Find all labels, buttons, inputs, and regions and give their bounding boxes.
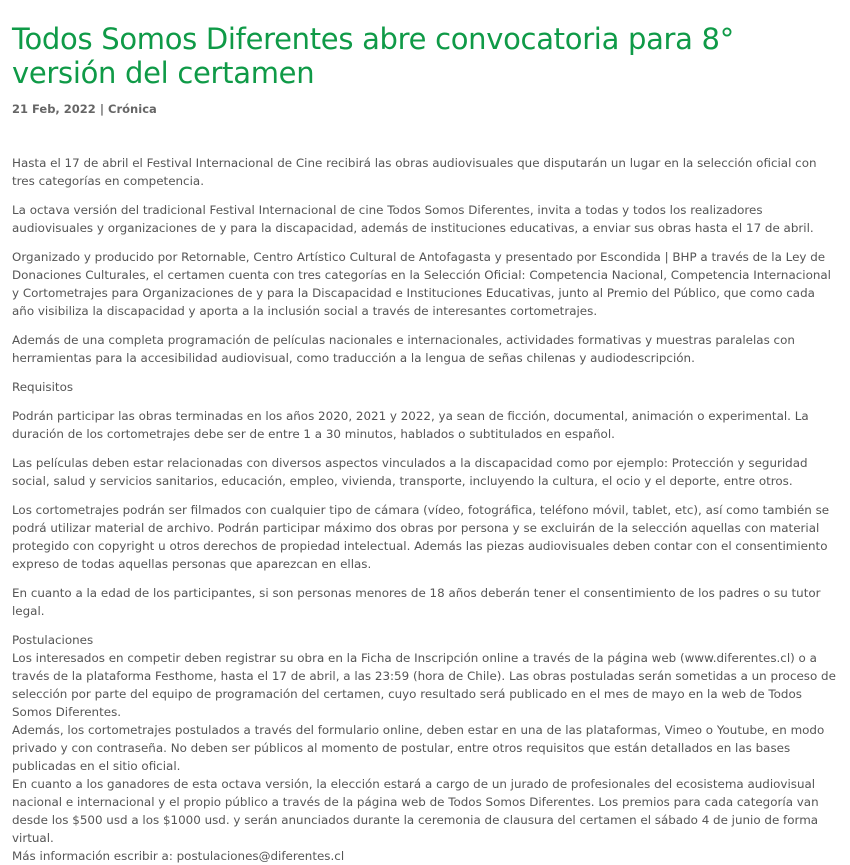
paragraph: Las películas deben estar relacionadas con diversos aspectos vinculados a la discapacidad como por ejemplo: Protección y seguridad social, salud y servicios sanitarios, educación, empleo, vivienda, transporte, incluyendo la cultura, el ocio y el deporte, entre otros. [12,456,808,488]
paragraph: La octava versión del tradicional Festival Internacional de cine Todos Somos Diferentes, invita a todas y todos los realizadores audiovisuales y organizaciones de y para la discapacidad, además de instituciones educativas, a enviar sus obras hasta el 17 de abril. [12,203,814,235]
paragraph: Los interesados en competir deben registrar su obra en la Ficha de Inscripción online a través de la página web (www.diferentes.cl) o a través de la plataforma Festhome, hasta el 17 de abril, a las 23:59 (hora de Chile). Las obras postuladas serán sometidas a un proceso de selección por parte del equipo de programación del certamen, cuyo resultado será publicado en el mes de mayo en la web de Todos Somos Diferentes. [12,651,836,719]
section-heading-postulaciones: Postulaciones [12,633,94,647]
paragraph: Además de una completa programación de películas nacionales e internacionales, actividades formativas y muestras paralelas con herramientas para la accesibilidad audiovisual, como traducción a la lengua de señas chilenas y audiodescripción. [12,333,795,365]
paragraph: En cuanto a la edad de los participantes, si son personas menores de 18 años deberán tener el consentimiento de los padres o su tutor legal. [12,586,821,618]
paragraph: En cuanto a los ganadores de esta octava versión, la elección estará a cargo de un jurado de profesionales del ecosistema audiovisual nacional e internacional y el propio público a través de la página web de Todos Somos Diferentes. Los premios para cada categoría van desde los $500 usd a los $1000 usd. y serán anunciados durante la ceremonia de clausura del certamen el sábado 4 de junio de forma virtual. [12,777,819,845]
section-heading-requisitos: Requisitos [12,380,74,394]
article-category[interactable]: Crónica [108,102,157,116]
paragraph: Los cortometrajes podrán ser filmados con cualquier tipo de cámara (vídeo, fotográfica, teléfono móvil, tablet, etc), así como también se podrá utilizar material de archivo. Podrán participar máximo dos obras por persona y se excluirán de la selección aquellas con material protegido con copyright u otros derechos de propiedad intelectual. Además las piezas audiovisuales deben contar con el consentimiento expreso de todas aquellas personas que aparezcan en ellas. [12,503,830,571]
paragraph: Además, los cortometrajes postulados a través del formulario online, deben estar en una de las plataformas, Vimeo o Youtube, en modo privado y con contraseña. No deben ser públicos al momento de postular, entre otros requisitos que están detallados en las bases publicadas en el sitio oficial. [12,723,825,773]
paragraph: Hasta el 17 de abril el Festival Internacional de Cine recibirá las obras audiovisuales que disputarán un lugar en la selección oficial con tres categorías en competencia. [12,156,817,188]
article-body [12,154,838,865]
paragraph: Podrán participar las obras terminadas en los años 2020, 2021 y 2022, ya sean de ficción, documental, animación o experimental. La duración de los cortometrajes debe ser de entre 1 a 30 minutos, hablados o subtitulados en español. [12,409,809,441]
paragraph: Organizado y producido por Retornable, Centro Artístico Cultural de Antofagasta y presentado por Escondida | BHP a través de la Ley de Donaciones Culturales, el certamen cuenta con tres categorías en la Selección Oficial: Competencia Nacional, Competencia Internacional y Cortometrajes para Organizaciones de y para la Discapacidad e Instituciones Educativas, junto al Premio del Público, que como cada año visibiliza la discapacidad y aporta a la inclusión social a través de interesantes cortometrajes. [12,250,831,318]
contact-line: Más información escribir a: postulaciones@diferentes.cl [12,849,345,863]
article-title: Todos Somos Diferentes abre convocatoria para 8° versión del certamen [12,22,734,90]
meta-separator: | [99,102,105,116]
article-date: 21 Feb, 2022 [12,102,96,116]
article-meta [12,102,838,116]
